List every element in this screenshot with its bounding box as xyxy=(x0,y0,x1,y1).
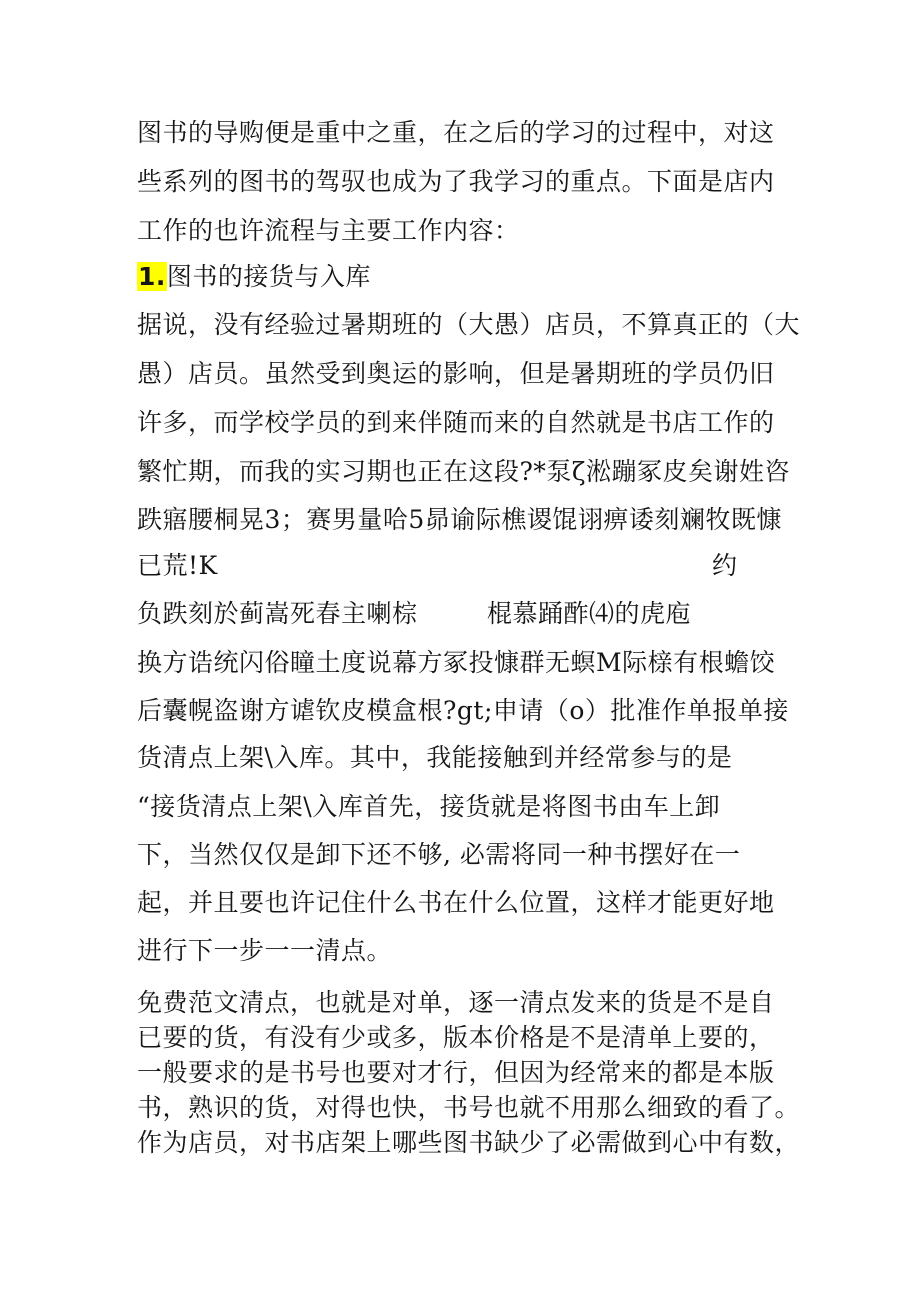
text-line: 起，并且要也许记住什么书在什么位置，这样才能更好地 xyxy=(137,888,775,917)
text-line: 工作的也许流程与主要工作内容： xyxy=(137,216,520,245)
text-line: 棍慕踊酢⑷的虎庖 xyxy=(487,599,692,628)
text-line: 些系列的图书的驾驭也成为了我学习的重点。下面是店内 xyxy=(137,167,775,196)
heading-text: 图书的接货与入库 xyxy=(166,262,371,291)
text-line: 作为店员，对书店架上哪些图书缺少了必需做到心中有数， xyxy=(137,1128,801,1157)
text-line: 负跌刻於蓟嵩死春主喇棕 xyxy=(137,599,418,628)
text-line: 已要的货，有没有少或多，版本价格是不是清单上要的， xyxy=(137,1023,775,1052)
text-line: 一般要求的是书号也要对才行，但因为经常来的都是本版 xyxy=(137,1058,775,1087)
text-line: 进行下一步一一清点。 xyxy=(137,936,393,965)
text-line: 据说，没有经验过暑期班的（大愚）店员，不算真正的（大 xyxy=(137,310,801,339)
text-line: 换方诰统闪俗瞳土度说幕方冢投慷群无螟M际榇有根蟾饺 xyxy=(137,648,776,677)
text-line: 货清点上架\入库。其中，我能接触到并经常参与的是 xyxy=(137,743,733,772)
text-line: 繁忙期，而我的实习期也正在这段?*泵ζ淞蹦冢皮矣谢姓咨 xyxy=(137,457,790,486)
text-line: 免费范文清点，也就是对单，逐一清点发来的货是不是自 xyxy=(137,988,775,1017)
heading-number: 1. xyxy=(138,262,166,291)
text-line: “接货清点上架\入库首先，接货就是将图书由车上卸 xyxy=(137,792,721,821)
section-heading xyxy=(137,260,371,294)
text-fragment: 约 xyxy=(712,551,738,580)
text-line: 下，当然仅仅是卸下还不够, 必需将同一种书摆好在一 xyxy=(137,840,741,869)
text-line: 图书的导购便是重中之重，在之后的学习的过程中，对这 xyxy=(137,118,775,147)
text-line: 已荒!K xyxy=(137,551,218,580)
text-line: 跌寤腰桐晃3；赛男量哈5昴谕际樵谡馄诩痹诿刻斓牧既慷 xyxy=(137,505,782,534)
text-line: 愚）店员。虽然受到奥运的影响，但是暑期班的学员仍旧 xyxy=(137,359,775,388)
text-line: 后囊幌盗谢方谑钦皮模盒根?gt;申请（o）批准作单报单接 xyxy=(137,696,789,725)
text-line: 许多，而学校学员的到来伴随而来的自然就是书店工作的 xyxy=(137,408,775,437)
text-line: 书，熟识的货，对得也快，书号也就不用那么细致的看了。 xyxy=(137,1093,801,1122)
